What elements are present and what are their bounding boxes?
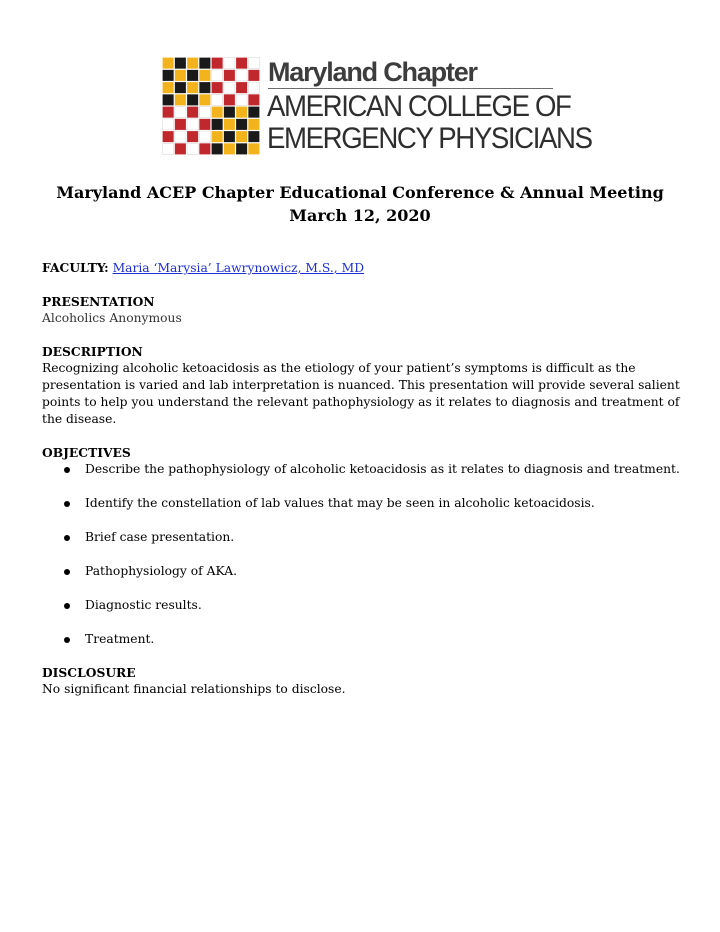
bullet-icon [64,569,70,575]
logo-chapter-text: Maryland Chapter [268,57,477,87]
logo-mosaic-cell [248,82,259,93]
list-item [42,495,687,512]
objective-text: Treatment. [85,632,155,646]
document-header [0,181,720,227]
logo-mosaic-cell [175,131,186,142]
logo-mosaic-cell [199,131,210,142]
logo-mosaic-cell [212,82,223,93]
bullet-icon [64,535,70,541]
logo-mosaic-cell [224,119,235,130]
logo-mosaic-cell [187,131,198,142]
logo-mosaic-cell [175,143,186,154]
logo-mosaic-cell [163,143,174,154]
logo-mosaic-cell [248,131,259,142]
logo-mosaic-cell [175,119,186,130]
logo-mosaic-cell [224,94,235,105]
logo-mosaic-cell [212,119,223,130]
chapter-logo [162,57,592,157]
logo-mosaic-cell [187,107,198,118]
logo-mosaic-cell [236,70,247,81]
logo-mosaic-cell [163,94,174,105]
document-date: March 12, 2020 [289,206,431,225]
logo-mosaic-cell [187,119,198,130]
presentation-label: PRESENTATION [42,294,155,309]
disclosure-label: DISCLOSURE [42,665,136,680]
logo-mosaic-cell [175,58,186,69]
logo-mosaic-cell [248,94,259,105]
logo-mosaic-cell [212,143,223,154]
logo-mosaic-cell [163,82,174,93]
logo-mosaic-cell [224,70,235,81]
logo-mosaic-cell [212,131,223,142]
logo-org-line2: EMERGENCY PHYSICIANS [267,122,592,155]
logo-mosaic-cell [199,143,210,154]
objective-text: Pathophysiology of AKA. [85,564,237,578]
logo-mosaic-cell [175,70,186,81]
list-item [42,563,687,580]
logo-mosaic-cell [224,143,235,154]
logo-mosaic-cell [212,58,223,69]
faculty-name-link[interactable]: Maria ‘Marysia’ Lawrynowicz, M.S., MD [112,261,365,275]
logo-mosaic-cell [199,58,210,69]
logo-mosaic-cell [212,107,223,118]
logo-mosaic-cell [224,58,235,69]
logo-mosaic-cell [187,70,198,81]
logo-divider [268,88,553,89]
faculty-label: FACULTY: [42,260,109,275]
logo-org-line1: AMERICAN COLLEGE OF [267,90,571,123]
logo-mosaic-cell [199,70,210,81]
logo-mosaic-cell [163,58,174,69]
bullet-icon [64,501,70,507]
bullet-icon [64,467,70,473]
logo-mosaic-cell [163,70,174,81]
logo-mosaic-cell [199,119,210,130]
logo-mosaic-cell [187,82,198,93]
presentation-section [42,293,687,327]
logo-mosaic-cell [236,131,247,142]
logo-mosaic-cell [163,107,174,118]
logo-mosaic-cell [248,119,259,130]
logo-mosaic-cell [187,58,198,69]
logo-mosaic-cell [236,94,247,105]
logo-mosaic-cell [248,70,259,81]
objectives-label: OBJECTIVES [42,445,131,460]
objectives-section [42,444,687,648]
logo-mosaic-cell [224,107,235,118]
logo-mosaic-cell [187,143,198,154]
faculty-section [42,259,687,277]
logo-mosaic-cell [248,107,259,118]
logo-mosaic-cell [224,82,235,93]
logo-mosaic-cell [187,94,198,105]
bullet-icon [64,637,70,643]
description-label: DESCRIPTION [42,344,143,359]
logo-mosaic-cell [175,82,186,93]
disclosure-text: No significant financial relationships to disclose. [42,682,346,696]
objective-text: Describe the pathophysiology of alcoholic ketoacidosis as it relates to diagnosis and treatment. [85,462,680,476]
logo-mosaic-cell [236,58,247,69]
logo-mosaic-cell [175,94,186,105]
logo-mosaic-cell [236,82,247,93]
logo-mosaic-cell [163,131,174,142]
objective-text: Brief case presentation. [85,530,235,544]
disclosure-section [42,664,687,698]
logo-mosaic-cell [212,70,223,81]
logo-mosaic-cell [199,94,210,105]
logo-mosaic-cell [236,143,247,154]
description-text: Recognizing alcoholic ketoacidosis as the etiology of your patient’s symptoms is difficult as the presentation is varied and lab interpretation is nuanced. This presentation will provide several salient points to help you understand the relevant pathophysiology as it relates to diagnosis and treatment of the disease. [42,361,680,426]
list-item [42,597,687,614]
logo-mosaic-cell [236,107,247,118]
logo-mosaic-cell [248,143,259,154]
logo-mosaic-cell [236,119,247,130]
presentation-value: Alcoholics Anonymous [42,311,182,325]
logo-mosaic-cell [199,82,210,93]
logo-mosaic-cell [212,94,223,105]
document-body [42,259,687,698]
logo-mosaic-cell [224,131,235,142]
objectives-list [42,461,687,648]
objective-text: Diagnostic results. [85,598,202,612]
maryland-flag-icon [162,57,260,155]
logo-mosaic-cell [163,119,174,130]
description-section [42,343,687,428]
objective-text: Identify the constellation of lab values that may be seen in alcoholic ketoacidosis. [85,496,595,510]
bullet-icon [64,603,70,609]
logo-mosaic-cell [175,107,186,118]
list-item [42,461,687,478]
document-title: Maryland ACEP Chapter Educational Conference & Annual Meeting [56,183,664,202]
logo-mosaic-cell [199,107,210,118]
logo-mosaic-cell [248,58,259,69]
list-item [42,631,687,648]
list-item [42,529,687,546]
